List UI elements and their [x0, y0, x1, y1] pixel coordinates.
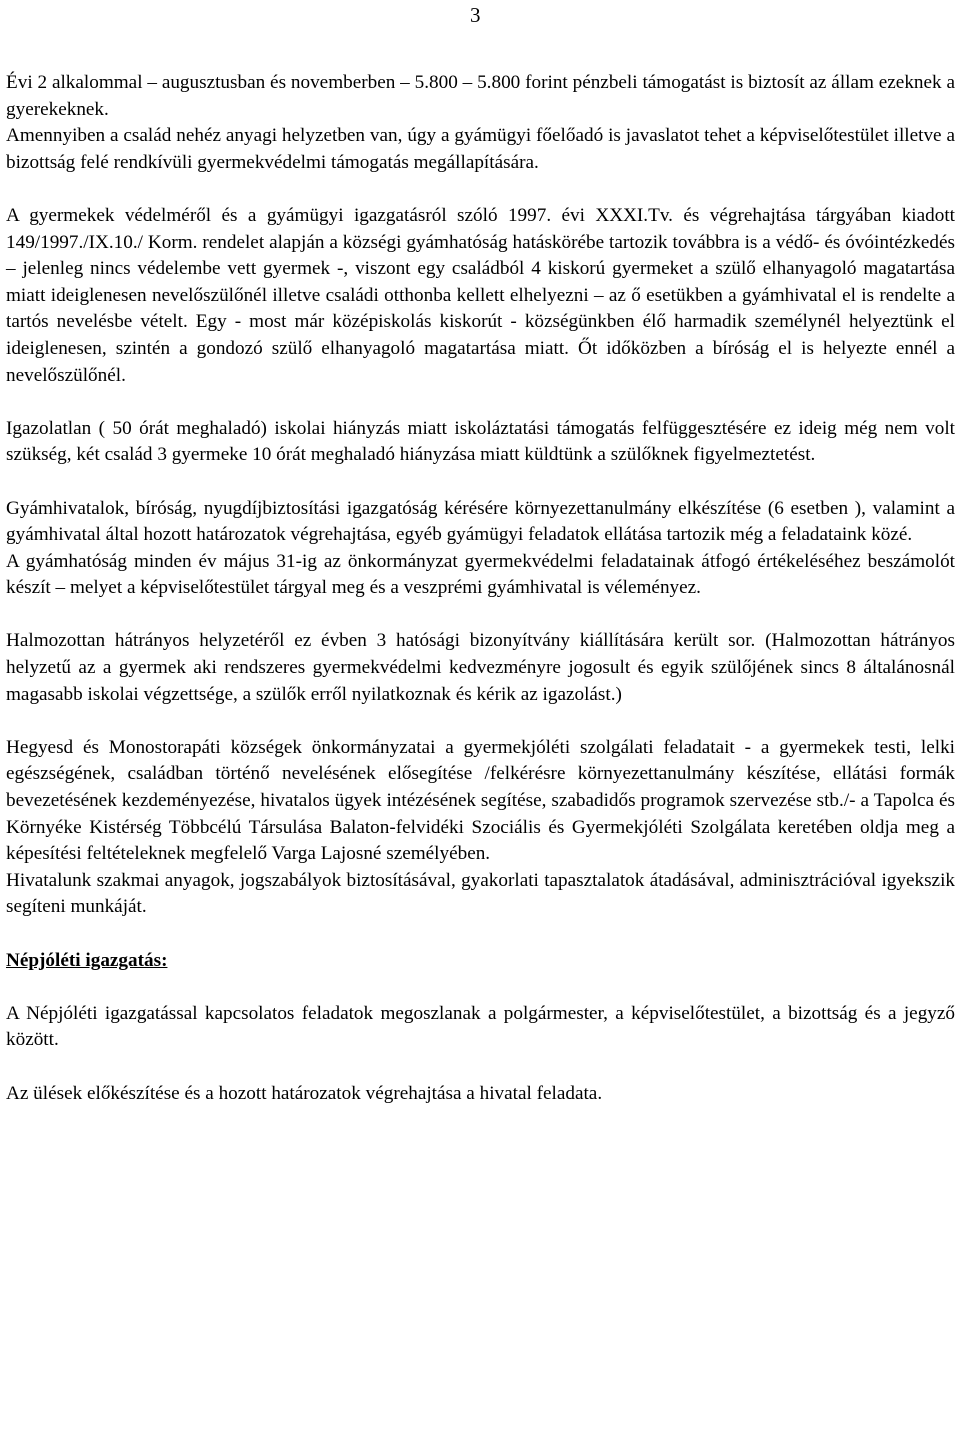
section-heading-welfare-administration: Népjóléti igazgatás: [6, 949, 168, 971]
paragraph-school-absence: Igazolatlan ( 50 órát meghaladó) iskolai hiányzás miatt iskoláztatási támogatás felfüggesztésére ez ideig még nem volt szükség, két család 3 gyermeke 10 órát meghaladó hiányzása miatt küldtünk a szülőknek figyelmeztetést. [6, 417, 955, 466]
paragraph-support-amount: Évi 2 alkalommal – augusztusban és novemberben – 5.800 – 5.800 forint pénzbeli támogatást is biztosít az állam ezeknek a gyerekeknek. [6, 72, 955, 120]
paragraph-child-welfare-service: Hegyesd és Monostorapáti községek önkormányzatai a gyermekjóléti szolgálati feladatait - a gyermekek testi, lelki egészségének, családban történő nevelésének elősegítése /felkérésre környezettanulmány készítése, ellátási formák bevezetésének kezdeményezése, hivatalos ügyek intézésének segítése, szabadidős programok szervezése stb./- a Tapolca és Környéke Kistérség Többcélú Társulása Balaton-felvidéki Szociális és Gyermekjóléti Szolgálata keretében oldja meg a képesítési feltételeknek megfelelő Varga Lajosné személyében. [6, 736, 955, 865]
paragraph-disadvantaged-status: Halmozottan hátrányos helyzetéről ez évben 3 hatósági bizonyítvány kiállítására került sor. (Halmozottan hátrányos helyzetű az a gyermek aki rendszeres gyermekvédelmi kedvezményre jogosult és egyik szülőjének sincs 8 általánosnál magasabb iskolai végzettsége, a szülők erről nyilatkoznak és kérik az igazolást.) [6, 630, 955, 705]
page-number: 3 [470, 3, 481, 27]
document-body [6, 70, 955, 1107]
paragraph-extraordinary-support: Amennyiben a család nehéz anyagi helyzetben van, úgy a gyámügyi főelőadó is javaslatot tehet a képviselőtestület illetve a bizottság felé rendkívüli gyermekvédelmi támogatás megállapítására. [6, 125, 955, 173]
paragraph-office-support: Hivatalunk szakmai anyagok, jogszabályok biztosításával, gyakorlati tapasztalatok átadásával, adminisztrációval igyekszik segíteni munkáját. [6, 869, 955, 918]
paragraph-guardianship-tasks: Gyámhivatalok, bíróság, nyugdíjbiztosítási igazgatóság kérésére környezettanulmány elkészítése (6 esetben ), valamint a gyámhivatal által hozott határozatok végrehajtása, egyéb gyámügyi feladatok ellátása tartozik még a feladataink közé. [6, 497, 955, 546]
paragraph-child-protection-law: A gyermekek védelméről és a gyámügyi igazgatásról szóló 1997. évi XXXI.Tv. és végrehajtása tárgyában kiadott 149/1997./IX.10./ Korm. rendelet alapján a községi gyámhatóság hatáskörébe tartozik továbbra is a védő- és óvóintézkedés – jelenleg nincs védelembe vett gyermek -, viszont egy családból 4 kiskorú gyermeket a szülő elhanyagoló magatartása miatt ideiglenesen nevelőszülőnél illetve családi otthonba kellett elhelyezni – az ő esetükben a gyámhivatal el is rendelte a tartós nevelésbe vételt. Egy - most már középiskolás kiskorút - községünkben élő harmadik személynél helyeztünk el ideiglenesen, szintén a gondozó szülő elhanyagoló magatartása miatt. Őt időközben a bíróság el is helyezte ennél a nevelőszülőnél. [6, 204, 955, 386]
paragraph-welfare-responsibilities: A Népjóléti igazgatással kapcsolatos feladatok megoszlanak a polgármester, a képviselőtestület, a bizottság és a jegyző között. [6, 1002, 955, 1051]
paragraph-annual-report: A gyámhatóság minden év május 31-ig az önkormányzat gyermekvédelmi feladatainak átfogó értékeléséhez beszámolót készít – melyet a képviselőtestület tárgyal meg és a veszprémi gyámhivatal is véleményez. [6, 550, 955, 599]
paragraph-office-duty: Az ülések előkészítése és a hozott határozatok végrehajtása a hivatal feladata. [6, 1082, 603, 1104]
